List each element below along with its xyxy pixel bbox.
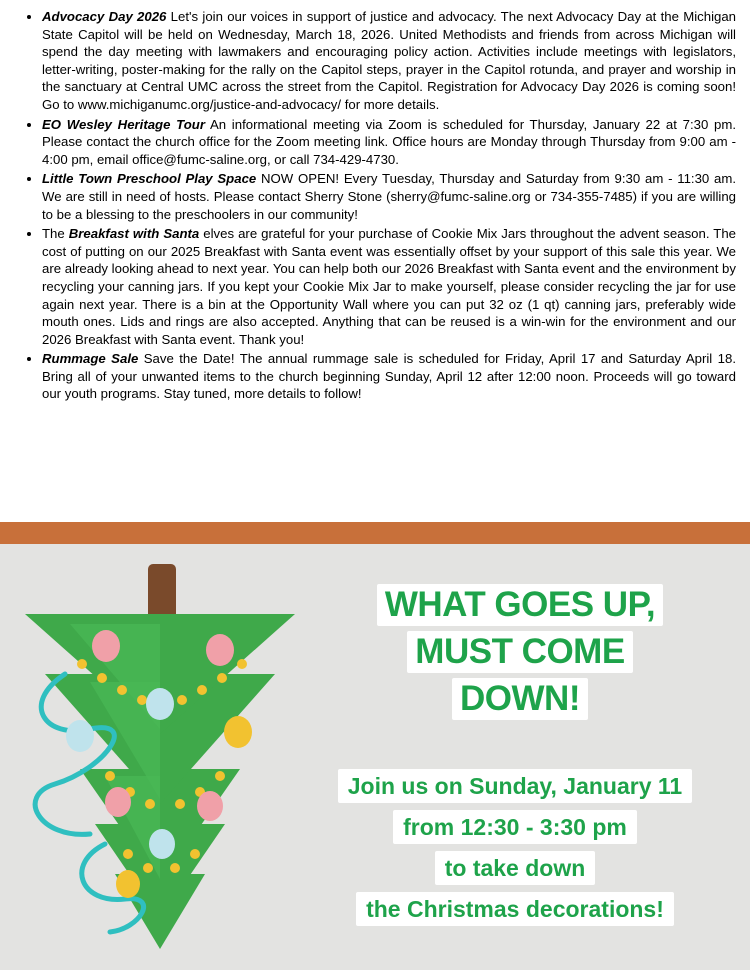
list-item	[42, 8, 736, 114]
flyer-headline	[300, 584, 740, 725]
announcement-body: An informational meeting via Zoom is scheduled for Thursday, January 22 at 7:30 pm. Please contact the church office for the Zoom meeting link. Office hours are Monday through Thursday from 9:00 am - 4:00 pm, email office@fumc-saline.org, or call 734-429-4730.	[42, 116, 736, 167]
detail-line: to take down	[435, 851, 596, 885]
announcement-title: Rummage Sale	[42, 351, 139, 367]
christmas-tree-icon	[10, 554, 310, 954]
detail-line: the Christmas decorations!	[356, 892, 674, 926]
section-divider	[0, 522, 750, 544]
announcement-title: Advocacy Day 2026	[42, 9, 167, 24]
announcements-section	[0, 0, 750, 403]
headline-line: WHAT GOES UP,	[377, 584, 663, 626]
announcement-body: elves are grateful for your purchase of Cookie Mix Jars throughout the advent season. The cost of putting on our 2025 Breakfast with Santa event was essentially offset by your support of this sale this year. We are already looking ahead to next year. You can help both our 2026 Breakfast with Santa event and the environment by recycling your canning jars. If you kept your Cookie Mix Jar to make yourself, please consider recycling the jar for use again next year. There is a bin at the Opportunity Wall where you can put 32 oz (1 qt) canning jars, preferably wide mouth ones. Lids and rings are also accepted. Anything that can be reused is a win-win for the environment and our 2026 Breakfast with Santa event. Thank you!	[42, 226, 737, 347]
announcement-title: Little Town Preschool Play Space	[42, 171, 257, 187]
announcement-body: Save the Date! The annual rummage sale is scheduled for Friday, April 17 and Saturday April 18. Bring all of your unwanted items to the church beginning Sunday, April 12 after 12:00 noon. Proceeds will go toward our youth programs. Stay tuned, more details to follow!	[42, 351, 736, 402]
announcement-prefix: The	[42, 226, 69, 242]
headline-line: MUST COME	[407, 631, 632, 673]
list-item	[42, 170, 736, 223]
flyer-details	[290, 769, 740, 933]
announcement-body: Let's join our voices in support of justice and advocacy. The next Advocacy Day at the Michigan State Capitol will be held on Wednesday, March 18, 2026. United Methodists and friends from across Michigan will spend the day meeting with lawmakers and encouraging policy action. Activities include meetings with legislators, letter-writing, poster-making for the rally on the Capitol steps, prayer in the Capitol rotunda, and prayer and worship in the sanctuary at Central UMC across the street from the Capitol. Registration for Advocacy Day 2026 is coming soon! Go to www.michiganumc.org/justice-and-advocacy/ for more details.	[42, 9, 737, 112]
headline-line: DOWN!	[452, 678, 588, 720]
list-item	[42, 350, 736, 403]
announcement-list	[14, 8, 736, 403]
list-item	[42, 116, 736, 169]
christmas-tree-illustration	[10, 554, 310, 954]
list-item	[42, 225, 736, 348]
detail-line: from 12:30 - 3:30 pm	[393, 810, 637, 844]
announcement-title: EO Wesley Heritage Tour	[42, 116, 205, 132]
announcement-body: NOW OPEN! Every Tuesday, Thursday and Saturday from 9:30 am - 11:30 am. We are still in need of hosts. Please contact Sherry Stone (sherry@fumc-saline.org or 734-355-7485) if you are willing to be a blessing to the preschoolers in our community!	[42, 171, 736, 222]
announcement-title: Breakfast with Santa	[68, 226, 200, 242]
detail-line: Join us on Sunday, January 11	[338, 769, 692, 803]
event-flyer	[0, 544, 750, 970]
